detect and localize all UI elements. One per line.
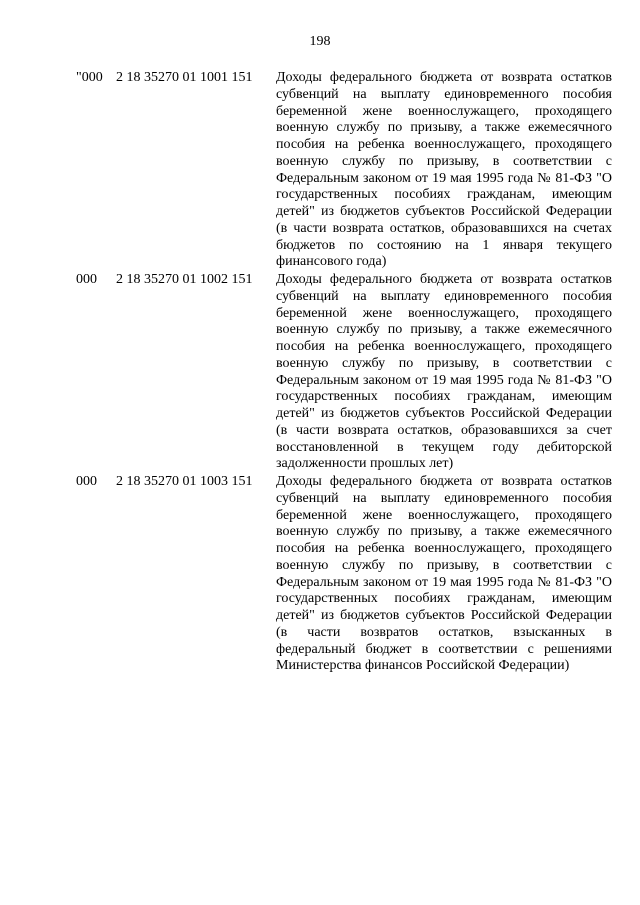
admin-code: 000	[76, 272, 97, 287]
income-description: Доходы федерального бюджета от возврата остатков субвенций на выплату единовременного пособия беременной жене военнослужащего, проходящего военную службу по призыву, а также ежемесячного пособия на ребенка военнослужащего, проходящего военную службу по призыву, в соответствии с Федеральным законом от 19 мая 1995 года № 81-ФЗ "О государственных пособиях гражданам, имеющим детей" из бюджетов субъектов Российской Федерации (в части возврата остатков, образовавшихся на счетах бюджетов по состоянию на 1 января текущего финансового года)	[276, 70, 612, 270]
budget-classification-code: 2 18 35270 01 1003 151	[116, 474, 253, 489]
admin-code: "000	[76, 70, 103, 85]
income-description: Доходы федерального бюджета от возврата остатков субвенций на выплату единовременного пособия беременной жене военнослужащего, проходящего военную службу по призыву, а также ежемесячного пособия на ребенка военнослужащего, проходящего военную службу по призыву, в соответствии с Федеральным законом от 19 мая 1995 года № 81-ФЗ "О государственных пособиях гражданам, имеющим детей" из бюджетов субъектов Российской Федерации (в части возвратов остатков, взысканных в федеральный бюджет в соответствии с решениями Министерства финансов Российской Федерации)	[276, 474, 612, 674]
table-row	[0, 272, 640, 473]
page-number: 198	[309, 34, 331, 49]
budget-classification-code: 2 18 35270 01 1002 151	[116, 272, 253, 287]
table-row	[0, 70, 640, 271]
budget-classification-code: 2 18 35270 01 1001 151	[116, 70, 253, 85]
budget-code-table	[0, 70, 640, 676]
admin-code: 000	[76, 474, 97, 489]
table-row	[0, 474, 640, 675]
income-description: Доходы федерального бюджета от возврата остатков субвенций на выплату единовременного пособия беременной жене военнослужащего, проходящего военную службу по призыву, а также ежемесячного пособия на ребенка военнослужащего, проходящего военную службу по призыву, в соответствии с Федеральным законом от 19 мая 1995 года № 81-ФЗ "О государственных пособиях гражданам, имеющим детей" из бюджетов субъектов Российской Федерации (в части возврата остатков, образовавшихся за счет восстановленной в текущем году дебиторской задолженности прошлых лет)	[276, 272, 612, 472]
